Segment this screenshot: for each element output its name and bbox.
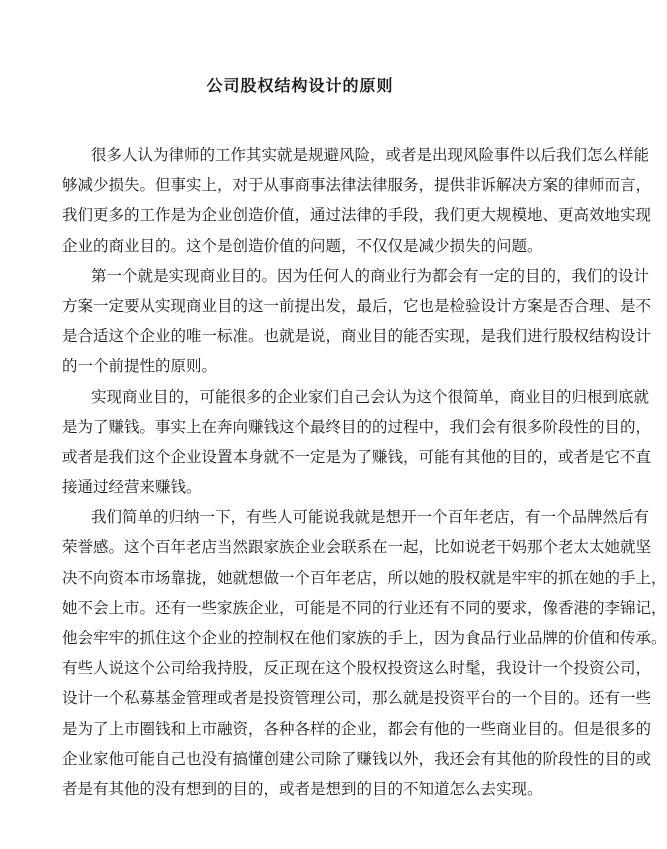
paragraph [62, 261, 652, 382]
text-line: 是为了上市圈钱和上市融资，各种各样的企业，都会有他的一些商业目的。但是很多的 [62, 719, 652, 738]
text-line: 实现商业目的，可能很多的企业家们自己会认为这个很简单，商业目的归根到底就 [91, 387, 650, 406]
text-line: 有些人说这个公司给我持股，反正现在这个股权投资这么时髦，我设计一个投资公司， [62, 659, 652, 678]
text-line: 决不向资本市场靠拢，她就想做一个百年老店，所以她的股权就是牢牢的抓在她的手上， [62, 568, 667, 587]
paragraph [62, 140, 652, 261]
text-line: 企业的商业目的。这个是创造价值的问题，不仅仅是减少损失的问题。 [62, 236, 543, 255]
document-body [62, 140, 667, 804]
text-line: 荣誉感。这个百年老店当然跟家族企业会联系在一起，比如说老干妈那个老太太她就坚 [62, 538, 652, 557]
text-line: 者是有其他的没有想到的目的，或者是想到的目的不知道怎么去实现。 [62, 779, 543, 798]
paragraph [62, 382, 652, 503]
paragraph [62, 502, 667, 804]
text-line: 企业家他可能自己也没有搞懂创建公司除了赚钱以外，我还会有其他的阶段性的目的或 [62, 749, 652, 768]
document-title: 公司股权结构设计的原则 [206, 76, 394, 95]
text-line: 方案一定要从实现商业目的这一前提出发，最后，它也是检验设计方案是否合理、是不 [62, 296, 652, 315]
text-line: 是合适这个企业的唯一标准。也就是说，商业目的能否实现，是我们进行股权结构设计 [62, 327, 652, 346]
text-line: 的一个前提性的原则。 [62, 357, 218, 376]
text-line: 是为了赚钱。事实上在奔向赚钱这个最终目的的过程中，我们会有很多阶段性的目的， [62, 417, 652, 436]
text-line: 我们更多的工作是为企业创造价值，通过法律的手段，我们更大规模地、更高效地实现 [62, 206, 652, 225]
text-line: 接通过经营来赚钱。 [62, 478, 202, 497]
text-line: 他会牢牢的抓住这个企业的控制权在他们家族的手上，因为食品行业品牌的价值和传承。 [62, 629, 667, 647]
text-line: 很多人认为律师的工作其实就是规避风险，或者是出现风险事件以后我们怎么样能 [91, 146, 650, 164]
text-line: 第一个就是实现商业目的。因为任何人的商业行为都会有一定的目的，我们的设计 [91, 266, 650, 285]
text-line: 够减少损失。但事实上，对于从事商事法律法律服务，提供非诉解决方案的律师而言， [62, 176, 652, 195]
text-line: 或者是我们这个企业设置本身就不一定是为了赚钱，可能有其他的目的，或者是它不直 [62, 447, 652, 466]
text-line: 设计一个私募基金管理或者是投资管理公司，那么就是投资平台的一个目的。还有一些 [62, 689, 652, 708]
text-line: 她不会上市。还有一些家族企业，可能是不同的行业还有不同的要求，像香港的李锦记， [62, 598, 667, 617]
text-line: 我们简单的归纳一下，有些人可能说我就是想开一个百年老店，有一个品牌然后有 [91, 508, 650, 527]
